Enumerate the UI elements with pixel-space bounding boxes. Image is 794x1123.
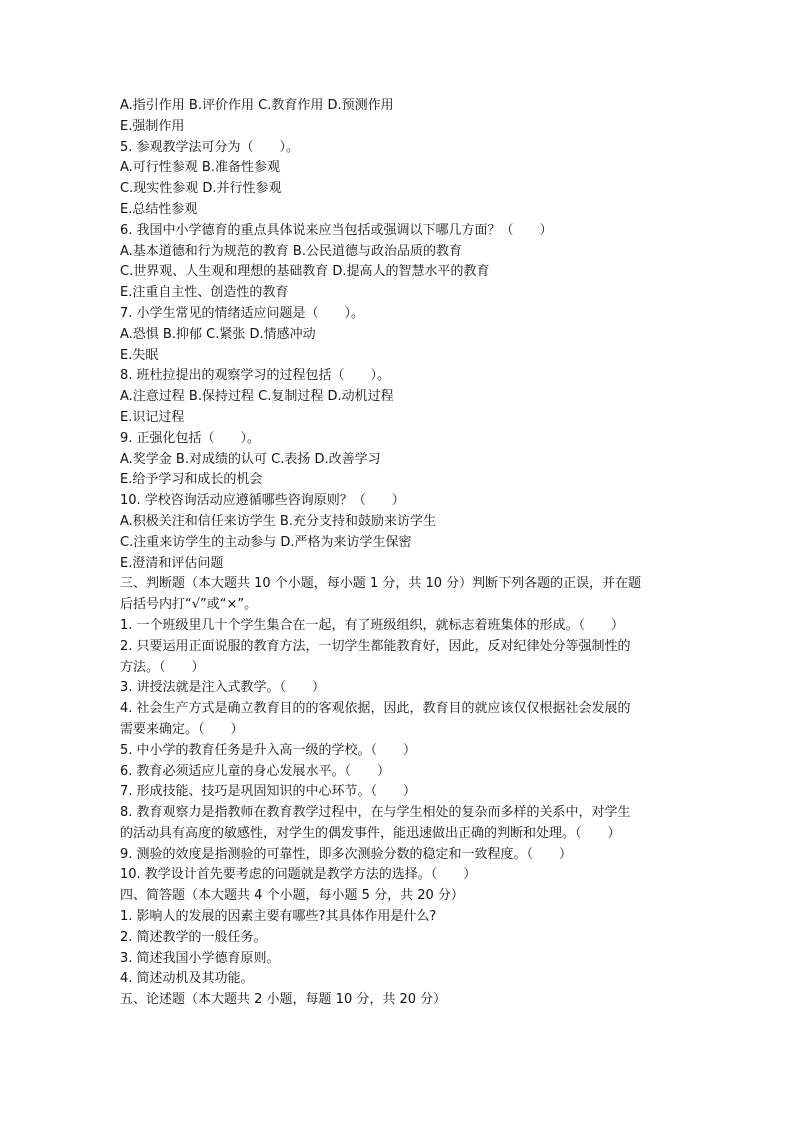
text-line: E.失眠 bbox=[120, 347, 159, 363]
question-stem: 8. 班杜拉提出的观察学习的过程包括（ ）。 bbox=[120, 368, 391, 384]
text-line: A.基本道德和行为规范的教育 B.公民道德与政治品质的教育 bbox=[120, 243, 462, 259]
question-stem: 4. 简述动机及其功能。 bbox=[120, 971, 254, 987]
text-line: 需要来确定。（ ） bbox=[120, 721, 244, 737]
question-stem: 3. 简述我国小学德育原则。 bbox=[120, 950, 280, 966]
text-line: E.注重自主性、创造性的教育 bbox=[120, 285, 289, 301]
question-stem: 5. 中小学的教育任务是升入高一级的学校。（ ） bbox=[120, 742, 417, 758]
question-stem: 7. 小学生常见的情绪适应问题是（ ）。 bbox=[120, 305, 365, 321]
text-line: A.恐惧 B.抑郁 C.紧张 D.情感冲动 bbox=[120, 326, 316, 342]
text-line: 方法。（ ） bbox=[120, 659, 205, 675]
text-line: 的活动具有高度的敏感性，对学生的偶发事件，能迅速做出正确的判断和处理。（ ） bbox=[120, 825, 621, 841]
text-line: C.现实性参观 D.并行性参观 bbox=[120, 181, 282, 197]
text-line: A.注意过程 B.保持过程 C.复制过程 D.动机过程 bbox=[120, 389, 394, 405]
question-stem: 3. 讲授法就是注入式教学。（ ） bbox=[120, 680, 326, 696]
question-stem: 6. 我国中小学德育的重点具体说来应当包括或强调以下哪几方面？（ ） bbox=[120, 222, 553, 238]
text-line: A.奖学金 B.对成绩的认可 C.表扬 D.改善学习 bbox=[120, 451, 381, 467]
section-heading: 三、判断题（本大题共 10 个小题，每小题 1 分，共 10 分）判断下列各题的正误，并在题 bbox=[120, 576, 642, 592]
question-stem: 9. 测验的效度是指测验的可靠性，即多次测验分数的稳定和一致程度。（ ） bbox=[120, 846, 573, 862]
question-stem: 1. 一个班级里几十个学生集合在一起，有了班级组织，就标志着班集体的形成。（ ） bbox=[120, 617, 625, 633]
text-line: C.注重来访学生的主动参与 D.严格为来访学生保密 bbox=[120, 534, 412, 550]
text-line: 后括号内打“√”或“×”。 bbox=[120, 597, 258, 613]
question-stem: 6. 教育必须适应儿童的身心发展水平。（ ） bbox=[120, 763, 391, 779]
question-stem: 4. 社会生产方式是确立教育目的的客观依据，因此，教育目的就应该仅仅根据社会发展的 bbox=[120, 701, 631, 717]
text-line: C.世界观、人生观和理想的基础教育 D.提高人的智慧水平的教育 bbox=[120, 264, 490, 280]
question-stem: 10. 学校咨询活动应遵循哪些咨询原则？（ ） bbox=[120, 493, 405, 509]
question-stem: 7. 形成技能、技巧是巩固知识的中心环节。（ ） bbox=[120, 784, 417, 800]
text-line: E.澄清和评估问题 bbox=[120, 555, 224, 571]
text-line: A.可行性参观 B.准备性参观 bbox=[120, 160, 280, 176]
question-stem: 2. 简述教学的一般任务。 bbox=[120, 929, 267, 945]
text-line: E.给予学习和成长的机会 bbox=[120, 472, 263, 488]
text-line: A.指引作用 B.评价作用 C.教育作用 D.预测作用 bbox=[120, 98, 394, 113]
question-stem: 9. 正强化包括（ ）。 bbox=[120, 430, 261, 446]
question-stem: 5. 参观教学法可分为（ ）。 bbox=[120, 139, 300, 155]
section-heading: 五、论述题（本大题共 2 小题，每题 10 分，共 20 分） bbox=[120, 992, 447, 1008]
question-stem: 1. 影响人的发展的因素主要有哪些?其具体作用是什么? bbox=[120, 909, 437, 925]
text-line: A.积极关注和信任来访学生 B.充分支持和鼓励来访学生 bbox=[120, 513, 436, 529]
section-heading: 四、简答题（本大题共 4 个小题，每小题 5 分，共 20 分） bbox=[120, 888, 464, 904]
text-line: E.强制作用 bbox=[120, 118, 185, 134]
question-stem: 8. 教育观察力是指教师在教育教学过程中，在与学生相处的复杂而多样的关系中，对学生 bbox=[120, 805, 631, 821]
question-stem: 10. 教学设计首先要考虑的问题就是教学方法的选择。（ ） bbox=[120, 867, 477, 883]
question-stem: 2. 只要运用正面说服的教育方法，一切学生都能教育好，因此，反对纪律处分等强制性的 bbox=[120, 638, 631, 654]
text-line: E.总结性参观 bbox=[120, 201, 198, 217]
text-line: E.识记过程 bbox=[120, 409, 185, 425]
